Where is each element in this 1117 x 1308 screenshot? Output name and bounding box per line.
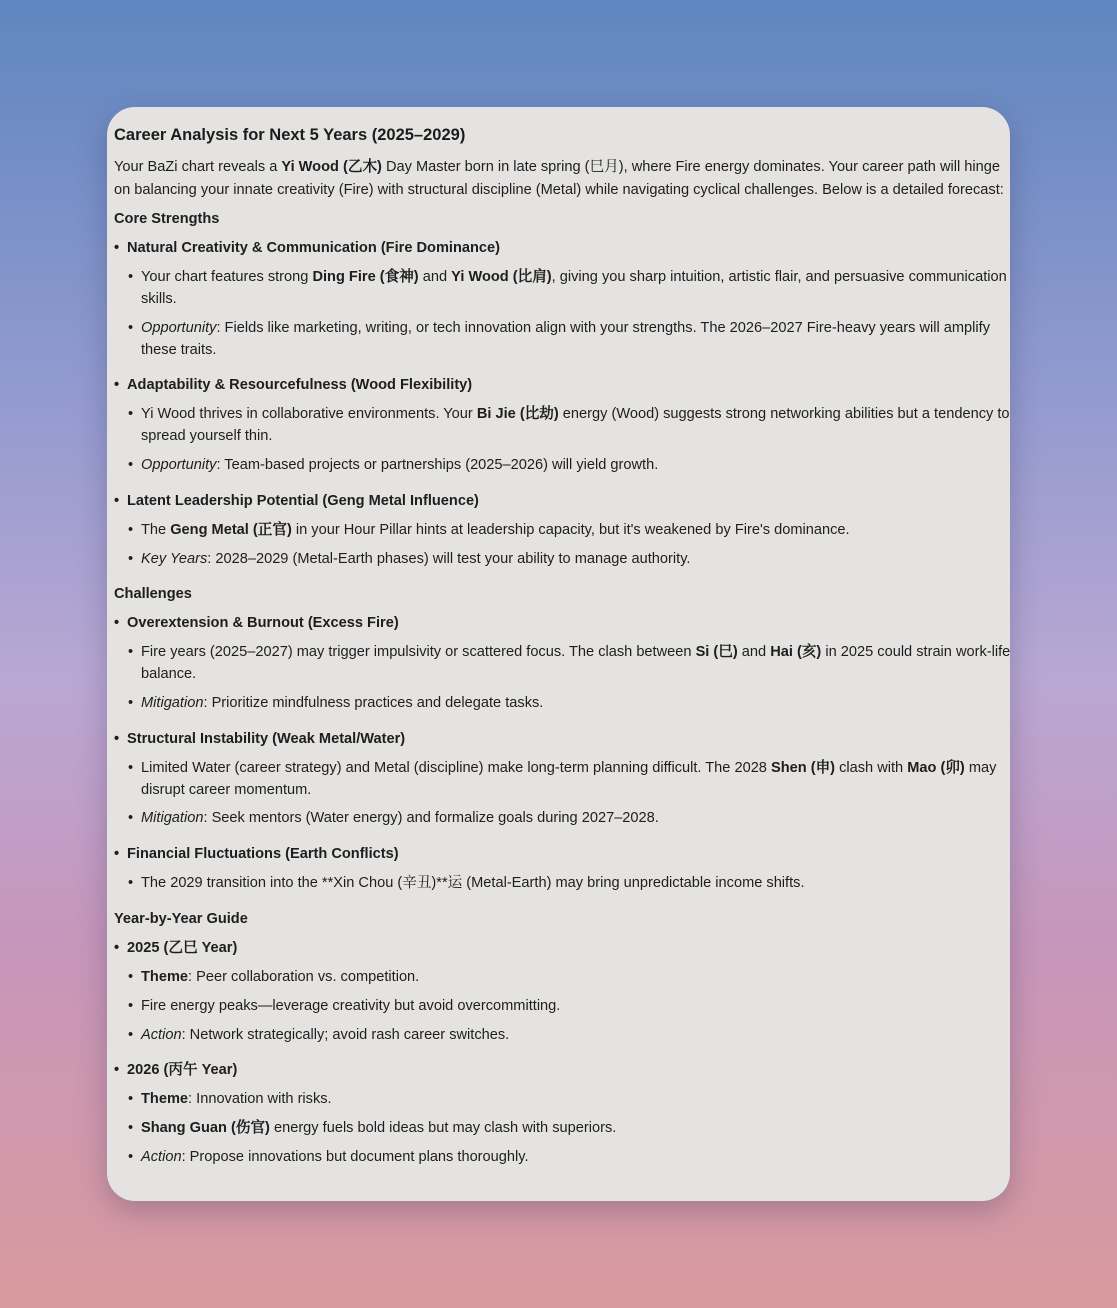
list-item: • Opportunity: Fields like marketing, writing, or tech innovation align with your strengths. The 2026–2027 Fire-heavy years will amplify these traits.: [141, 318, 1010, 362]
sub-list: [114, 758, 1010, 830]
sub-list: [114, 520, 1010, 571]
group-title: • Latent Leadership Potential (Geng Metal Influence): [114, 491, 1010, 512]
list-item: • The Geng Metal (正官) in your Hour Pillar hints at leadership capacity, but it's weakened by Fire's dominance.: [141, 520, 1010, 542]
group-title: • Overextension & Burnout (Excess Fire): [114, 613, 1010, 634]
group-title: • 2026 (丙午 Year): [114, 1060, 1010, 1081]
list-item: • Fire years (2025–2027) may trigger impulsivity or scattered focus. The clash between Si (巳) and Hai (亥) in 2025 could strain work-life balance.: [141, 642, 1010, 686]
sub-list: [114, 873, 1010, 895]
list-item: • Yi Wood thrives in collaborative environments. Your Bi Jie (比劫) energy (Wood) suggests strong networking abilities but a tendency to spread yourself thin.: [141, 404, 1010, 448]
list-item: • Opportunity: Team-based projects or partnerships (2025–2026) will yield growth.: [141, 455, 1010, 477]
list-group: [114, 491, 1010, 571]
group-title: • 2025 (乙巳 Year): [114, 938, 1010, 959]
sub-list: [114, 967, 1010, 1046]
list-item: • Shang Guan (伤官) energy fuels bold ideas but may clash with superiors.: [141, 1118, 1010, 1140]
response-content: [114, 124, 1010, 1183]
list-group: [114, 238, 1010, 361]
list-item: • Action: Propose innovations but document plans thoroughly.: [141, 1147, 1010, 1169]
intro-text-rest: Day Master born in late spring (巳月), where Fire energy dominates. Your career path will hinge on balancing your innate creativity (Fire) with structural discipline (Metal) while navigating cyclical challenges. Below is a detailed forecast:: [114, 159, 1004, 198]
list-group: [114, 375, 1010, 476]
sub-list: [114, 404, 1010, 476]
list-group: [114, 729, 1010, 830]
list-group: [114, 938, 1010, 1046]
list-item: • Limited Water (career strategy) and Metal (discipline) make long-term planning difficult. The 2028 Shen (申) clash with Mao (卯) may disrupt career momentum.: [141, 758, 1010, 802]
intro-paragraph: [114, 156, 1010, 201]
section-heading-year-guide: Year-by-Year Guide: [114, 910, 248, 927]
intro-text: Your BaZi chart reveals a: [114, 159, 282, 175]
list-item: • Mitigation: Prioritize mindfulness practices and delegate tasks.: [141, 693, 1010, 715]
list-group: [114, 1060, 1010, 1168]
list-item: • Key Years: 2028–2029 (Metal-Earth phases) will test your ability to manage authority.: [141, 549, 1010, 571]
intro-bold: Yi Wood (乙木): [281, 159, 382, 175]
group-title: • Natural Creativity & Communication (Fire Dominance): [114, 238, 1010, 259]
list-item: • Mitigation: Seek mentors (Water energy) and formalize goals during 2027–2028.: [141, 808, 1010, 830]
group-title: • Financial Fluctuations (Earth Conflicts): [114, 844, 1010, 865]
group-title: • Adaptability & Resourcefulness (Wood Flexibility): [114, 375, 1010, 396]
list-item: • The 2029 transition into the **Xin Chou (辛丑)**运 (Metal-Earth) may bring unpredictable income shifts.: [141, 873, 1010, 895]
page-title: Career Analysis for Next 5 Years (2025–2029): [114, 126, 466, 144]
list-item: • Fire energy peaks—leverage creativity but avoid overcommitting.: [141, 996, 1010, 1018]
response-card: [107, 107, 1010, 1201]
section-heading-core-strengths: Core Strengths: [114, 211, 220, 228]
sub-list: [114, 1089, 1010, 1168]
group-title: • Structural Instability (Weak Metal/Water): [114, 729, 1010, 750]
section-heading-challenges: Challenges: [114, 586, 192, 603]
list-item: • Action: Network strategically; avoid rash career switches.: [141, 1025, 1010, 1047]
sub-list: [114, 642, 1010, 714]
list-item: • Theme: Innovation with risks.: [141, 1089, 1010, 1111]
list-group: [114, 613, 1010, 714]
sub-list: [114, 267, 1010, 361]
list-item: • Theme: Peer collaboration vs. competition.: [141, 967, 1010, 989]
list-group: [114, 844, 1010, 895]
list-item: • Your chart features strong Ding Fire (食神) and Yi Wood (比肩), giving you sharp intuition, artistic flair, and persuasive communication skills.: [141, 267, 1010, 311]
